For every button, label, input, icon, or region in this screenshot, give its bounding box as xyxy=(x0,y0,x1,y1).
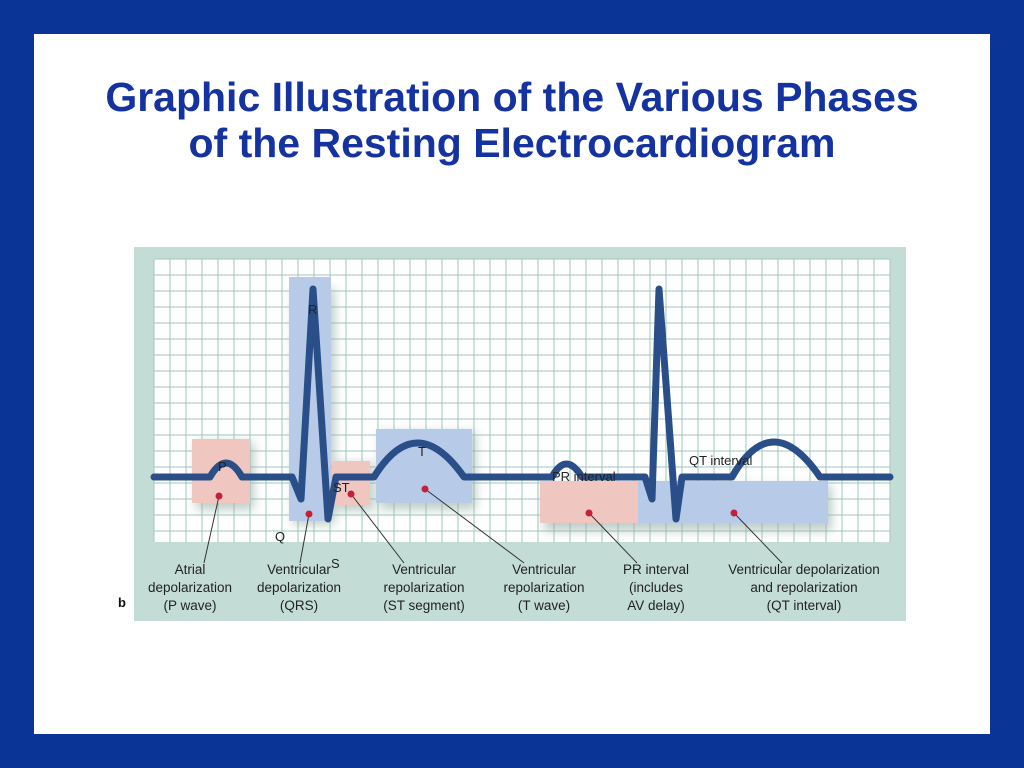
label-p: P xyxy=(218,459,227,474)
marker-dot-pr xyxy=(586,510,593,517)
caption-qt-line-3: (QT interval) xyxy=(766,598,842,613)
pr-interval-box xyxy=(540,481,638,523)
panel-letter: b xyxy=(118,595,126,610)
ecg-figure xyxy=(134,247,906,621)
marker-dot-p xyxy=(216,493,223,500)
caption-qrs-line-3: (QRS) xyxy=(279,598,319,613)
caption-st-line-1: Ventricular xyxy=(392,562,456,577)
caption-t-line-2: repolarization xyxy=(503,580,585,595)
label-r: R xyxy=(308,302,318,317)
caption-qt-line-1: Ventricular depolarization xyxy=(728,562,880,577)
marker-dot-qrs xyxy=(306,511,313,518)
marker-dot-t xyxy=(422,486,429,493)
label-st: ST xyxy=(333,480,350,495)
caption-pr-line-1: PR interval xyxy=(622,562,690,577)
slide xyxy=(34,34,990,734)
caption-qrs-line-2: depolarization xyxy=(256,580,342,595)
label-qt-interval: QT interval xyxy=(689,453,753,468)
label-t: T xyxy=(418,444,426,459)
caption-pr-line-3: AV delay) xyxy=(627,598,685,613)
label-q: Q xyxy=(275,529,286,544)
title-line-1: Graphic Illustration of the Various Phases xyxy=(105,74,919,120)
marker-dot-qt xyxy=(731,510,738,517)
caption-st-line-2: repolarization xyxy=(383,580,465,595)
label-s: S xyxy=(331,556,340,571)
caption-st-line-3: (ST segment) xyxy=(383,598,465,613)
caption-t-line-1: Ventricular xyxy=(512,562,576,577)
caption-qt-line-2: and repolarization xyxy=(750,580,858,595)
qt-interval-box xyxy=(638,481,828,523)
caption-t-line-3: (T wave) xyxy=(517,598,571,613)
caption-pr-line-2: (includes xyxy=(628,580,684,595)
caption-p-line-3: (P wave) xyxy=(163,598,217,613)
ecg-diagram xyxy=(134,247,906,621)
caption-p-line-2: depolarization xyxy=(147,580,233,595)
slide-title xyxy=(34,74,990,166)
title-line-2: of the Resting Electrocardiogram xyxy=(188,120,836,166)
label-pr-interval: PR interval xyxy=(552,469,616,484)
caption-p-line-1: Atrial xyxy=(174,562,206,577)
caption-qrs-line-1: Ventricular xyxy=(267,562,331,577)
